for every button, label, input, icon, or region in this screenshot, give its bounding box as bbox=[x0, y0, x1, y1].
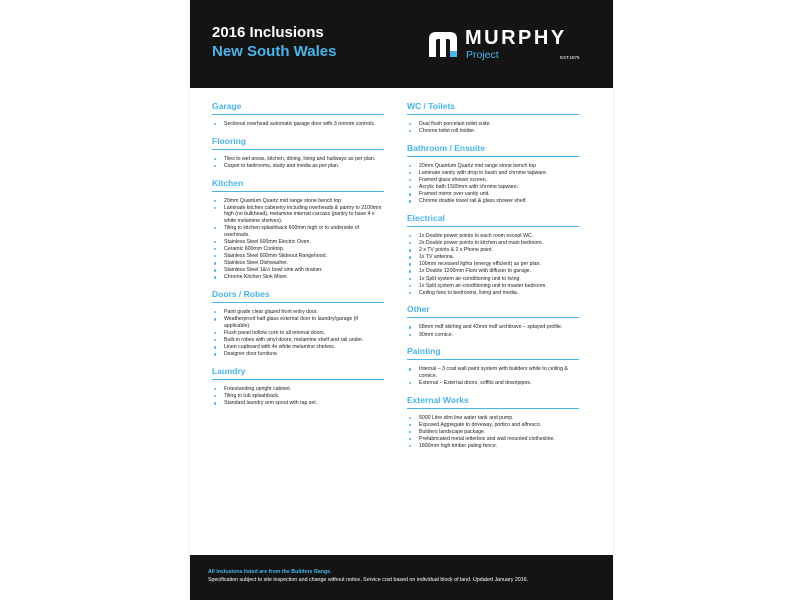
section-title: Doors / Robes bbox=[212, 289, 270, 300]
list-item: Ceramic 600mm Cooktop. bbox=[212, 246, 384, 253]
list-item: 90mm cornice. bbox=[407, 332, 579, 339]
list-item: Carpet to bedrooms, study and media as per plan. bbox=[212, 163, 384, 170]
list-item: Tiles to wet areas, kitchen, dining, living and hallways as per plan. bbox=[212, 156, 384, 163]
list-item: Paint grade clear glazed front entry door. bbox=[212, 309, 384, 316]
section bbox=[212, 135, 384, 170]
list-item: Acrylic bath 1500mm with chrome tapware. bbox=[407, 184, 579, 191]
inclusion-list bbox=[212, 121, 384, 128]
list-item: Dual flush porcelain toilet suite. bbox=[407, 121, 579, 128]
list-item: 2 x TV points & 2 x Phone point. bbox=[407, 247, 579, 254]
inclusion-list bbox=[212, 198, 384, 282]
list-item: Builders landscape package. bbox=[407, 429, 579, 436]
list-item: 1800mm high timber paling fence. bbox=[407, 443, 579, 450]
inclusion-list bbox=[212, 156, 384, 170]
section bbox=[407, 303, 579, 338]
section-divider bbox=[212, 379, 384, 380]
list-item: Weatherproof half glass external door to laundry/garage (if applicable). bbox=[212, 316, 384, 329]
page-title: 2016 Inclusions bbox=[212, 24, 324, 41]
list-item: 20mm Quantum Quartz mid range stone bench top bbox=[212, 198, 384, 205]
footer-note: All inclusions listed are from the Builders Range. bbox=[208, 569, 332, 575]
list-item: Exposed Aggregate to driveway, portico and alfresco. bbox=[407, 422, 579, 429]
list-item: Chrome Kitchen Sink Mixer. bbox=[212, 274, 384, 281]
section-title: Other bbox=[407, 304, 430, 315]
section bbox=[212, 288, 384, 358]
section bbox=[407, 212, 579, 296]
list-item: 2x Double power points to kitchen and main bedroom. bbox=[407, 240, 579, 247]
section-title: Laundry bbox=[212, 365, 246, 376]
logo-est-text: EST.1875 bbox=[560, 55, 580, 60]
inclusion-list bbox=[212, 386, 384, 407]
section-divider bbox=[212, 302, 384, 303]
list-item: Sectional overhead automatic garage door with 3 remote controls. bbox=[212, 121, 384, 128]
inclusion-list bbox=[407, 366, 579, 387]
section-divider bbox=[407, 317, 579, 318]
inclusion-list bbox=[212, 309, 384, 358]
list-item: Stainless Steel 1&½ bowl sink with drainer. bbox=[212, 267, 384, 274]
list-item: 20mm Quantum Quartz mid range stone bench top bbox=[407, 163, 579, 170]
header-banner bbox=[190, 0, 613, 88]
footer-banner bbox=[190, 555, 613, 600]
list-item: Tiling to kitchen splashback 600mm high or to underside of overheads. bbox=[212, 225, 384, 238]
list-item: Stainless Steel 600mm Slideout Rangehood. bbox=[212, 253, 384, 260]
section-title: Garage bbox=[212, 101, 242, 111]
list-item: Built-in robes with vinyl doors, melamine shelf and rail under. bbox=[212, 337, 384, 344]
footer-disclaimer: Specification subject to site inspection and change without notice. Service cost based on individual block of land. Updated January 2016. bbox=[208, 577, 529, 583]
inclusion-list bbox=[407, 163, 579, 205]
inclusion-list bbox=[407, 121, 579, 135]
list-item: 68mm mdf skirting and 42mm mdf architrave – splayed profile. bbox=[407, 324, 579, 331]
list-item: Linen cupboard with 4x white melamine shelves. bbox=[212, 344, 384, 351]
list-item: 1x Double 1200mm Fluro with diffuser to garage. bbox=[407, 268, 579, 275]
section-divider bbox=[212, 149, 384, 150]
section-title: External Works bbox=[407, 394, 469, 405]
list-item: Prefabricated metal letterbox and wall mounted clothesline. bbox=[407, 436, 579, 443]
section bbox=[407, 345, 579, 387]
list-item: External – External doors, soffits and downpipes. bbox=[407, 380, 579, 387]
murphy-m-logo-icon bbox=[426, 29, 460, 59]
list-item: 100mm recessed lights (energy efficient) as per plan. bbox=[407, 261, 579, 268]
section-divider bbox=[407, 408, 579, 409]
list-item: Framed glass shower screen. bbox=[407, 177, 579, 184]
list-item: 5000 Litre slim line water tank and pump. bbox=[407, 415, 579, 422]
right-column bbox=[407, 100, 579, 457]
logo-brand-text: MURPHY bbox=[465, 27, 567, 49]
inclusions-page bbox=[190, 0, 613, 600]
list-item: Internal – 3 coat wall paint system with builders white to ceiling & cornice. bbox=[407, 366, 579, 379]
page-subtitle: New South Wales bbox=[212, 43, 337, 60]
section-title: Electrical bbox=[407, 212, 445, 223]
list-item: Chrome double towel rail & glass shower shelf. bbox=[407, 198, 579, 205]
section bbox=[212, 177, 384, 282]
inclusion-list bbox=[407, 324, 579, 338]
list-item: Stainless Steel Dishwasher. bbox=[212, 260, 384, 267]
list-item: Tiling to tub splashback. bbox=[212, 393, 384, 400]
section-title: Flooring bbox=[212, 135, 246, 146]
section bbox=[212, 365, 384, 407]
section bbox=[212, 100, 384, 128]
list-item: Flush panel hollow core to all internal doors. bbox=[212, 330, 384, 337]
left-column bbox=[212, 100, 384, 414]
section-title: Painting bbox=[407, 346, 441, 357]
section-title: WC / Toilets bbox=[407, 101, 456, 111]
list-item: Designer door furniture. bbox=[212, 351, 384, 358]
section-title: Kitchen bbox=[212, 177, 244, 188]
section bbox=[407, 100, 579, 135]
section-divider bbox=[212, 114, 384, 115]
list-item: 1x Split system air-conditioning unit to master bedroom. bbox=[407, 283, 579, 290]
section-divider bbox=[407, 114, 579, 115]
list-item: 1x Double power points to each room except WC. bbox=[407, 233, 579, 240]
list-item: Standard laundry arm spout with tap set. bbox=[212, 400, 384, 407]
inclusion-list bbox=[407, 233, 579, 296]
list-item: Laminate vanity with drop in basin and chrome tapware. bbox=[407, 170, 579, 177]
logo-sub-text: Project bbox=[466, 49, 499, 61]
list-item: Freestanding upright cabinet. bbox=[212, 386, 384, 393]
list-item: Stainless Steel 600mm Electric Oven. bbox=[212, 239, 384, 246]
section-divider bbox=[407, 156, 579, 157]
list-item: 1x TV antenna. bbox=[407, 254, 579, 261]
section bbox=[407, 142, 579, 205]
list-item: Chrome toilet roll holder. bbox=[407, 128, 579, 135]
section bbox=[407, 394, 579, 450]
list-item: 1x Split system air-conditioning unit to living. bbox=[407, 276, 579, 283]
list-item: Ceiling fans to bedrooms, living and media. bbox=[407, 290, 579, 297]
section-divider bbox=[407, 359, 579, 360]
list-item: Framed mirror over vanity unit. bbox=[407, 191, 579, 198]
section-divider bbox=[212, 191, 384, 192]
inclusion-list bbox=[407, 415, 579, 450]
section-title: Bathroom / Ensuite bbox=[407, 142, 485, 153]
list-item: Laminate kitchen cabinetry including overheads & pantry to 2100mm high (no bulkhead), melamine internal carcass (pantry to have 4 x white melamine shelves). bbox=[212, 205, 384, 225]
murphy-logo bbox=[426, 27, 586, 67]
section-divider bbox=[407, 226, 579, 227]
